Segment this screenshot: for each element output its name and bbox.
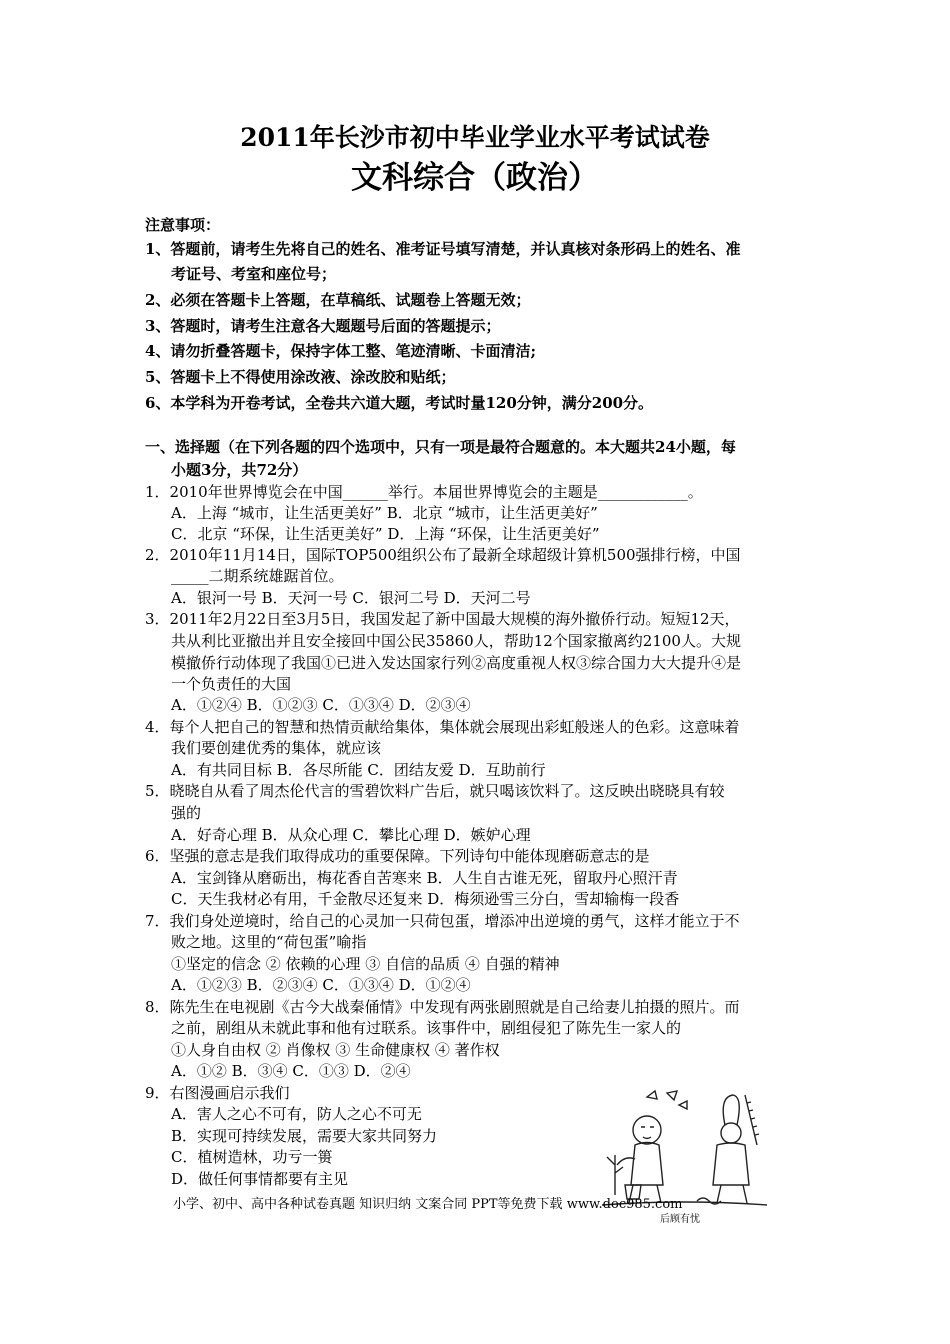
question-7: 7．我们身处逆境时，给自己的心灵加一只荷包蛋，增添冲出逆境的勇气，这样才能立于不 — [145, 912, 740, 930]
question-5: 5．晓晓自从看了周杰伦代言的雪碧饮料广告后，就只喝该饮料了。这反映出晓晓具有较 — [145, 782, 725, 800]
section-heading: 一、选择题（在下列各题的四个选项中，只有一项是最符合题意的。本大题共24小题，每 — [145, 438, 736, 456]
question-6: 6．坚强的意志是我们取得成功的重要保障。下列诗句中能体现磨砺意志的是 — [145, 847, 650, 865]
cartoon-caption: 后顾有忧 — [660, 1214, 700, 1225]
question-2: 2．2010年11月14日，国际TOP500组织公布了最新全球超级计算机500强排行榜，中国 — [145, 546, 741, 564]
notice-item: 4、请勿折叠答题卡，保持字体工整、笔迹清晰、卡面清洁; — [145, 342, 536, 360]
footer-ad: 小学、初中、高中各种试卷真题 知识归纳 文案合同 PPT等免费下载 www.doc985.com — [173, 1197, 683, 1212]
exam-title: 2011年长沙市初中毕业学业水平考试试卷 — [240, 123, 710, 152]
question-line: 一个负责任的大国 — [171, 675, 292, 693]
question-8: 8．陈先生在电视剧《古今大战秦俑情》中发现有两张剧照就是自己给妻儿拍摄的照片。而 — [145, 998, 740, 1016]
question-4: 4．每个人把自己的智慧和热情贡献给集体，集体就会展现出彩虹般迷人的色彩。这意味着 — [145, 718, 740, 736]
option-line: D．做任何事情都要有主见 — [171, 1170, 349, 1188]
option-line: A．银河一号 B．天河一号 C．银河二号 D．天河二号 — [171, 589, 531, 607]
notice-item: 5、答题卡上不得使用涂改液、涂改胶和贴纸； — [145, 368, 456, 386]
statement-line: ①坚定的信念 ② 依赖的心理 ③ 自信的品质 ④ 自强的精神 — [171, 955, 560, 973]
notice-item: 1、答题前，请考生先将自己的姓名、准考证号填写清楚，并认真核对条形码上的姓名、准 — [145, 240, 741, 258]
question-3: 3．2011年2月22日至3月5日，我国发起了新中国最大规模的海外撤侨行动。短短12天， — [145, 610, 740, 628]
option-line: A．害人之心不可有，防人之心不可无 — [171, 1105, 422, 1123]
option-line: C．北京 “环保，让生活更美好” D．上海 “环保，让生活更美好” — [171, 525, 600, 543]
notice-item: 考证号、考室和座位号； — [171, 265, 337, 283]
question-line: 之前，剧组从未就此事和他有过联系。该事件中，剧组侵犯了陈先生一家人的 — [171, 1019, 682, 1037]
notice-item: 6、本学科为开卷考试，全卷共六道大题，考试时量120分钟，满分200分。 — [145, 394, 654, 412]
option-line: C．植树造林，功亏一篑 — [171, 1148, 333, 1166]
option-line: C．天生我材必有用，千金散尽还复来 D．梅须逊雪三分白，雪却输梅一段香 — [171, 890, 680, 908]
question-9: 9．右图漫画启示我们 — [145, 1084, 290, 1102]
option-line: A．宝剑锋从磨砺出，梅花香自苦寒来 B．人生自古谁无死，留取丹心照汗青 — [171, 869, 678, 887]
question-line: 共从利比亚撤出并且安全接回中国公民35860人，帮助12个国家撤离约2100人。大规 — [171, 632, 741, 650]
option-line: A．①② B．③④ C．①③ D．②④ — [171, 1062, 411, 1080]
question-line: 败之地。这里的“荷包蛋”喻指 — [171, 933, 367, 951]
option-line: B．实现可持续发展，需要大家共同努力 — [171, 1127, 438, 1145]
statement-line: ①人身自由权 ② 肖像权 ③ 生命健康权 ④ 著作权 — [171, 1041, 500, 1059]
option-line: A．有共同目标 B．各尽所能 C．团结友爱 D．互助前行 — [171, 761, 546, 779]
exam-subtitle: 文科综合（政治） — [351, 160, 599, 196]
notice-heading: 注意事项： — [145, 216, 221, 234]
option-line: A．①②④ B．①②③ C．①③④ D．②③④ — [171, 696, 471, 714]
question-line: 强的 — [171, 804, 202, 822]
option-line: A．好奇心理 B．从众心理 C．攀比心理 D．嫉妒心理 — [171, 826, 531, 844]
question-line: 模撤侨行动体现了我国①已进入发达国家行列②高度重视人权③综合国力大大提升④是 — [171, 654, 742, 672]
question-1: 1．2010年世界博览会在中国______举行。本届世界博览会的主题是____________。 — [145, 483, 703, 501]
option-line: A．上海 “城市，让生活更美好” B．北京 “城市，让生活更美好” — [171, 504, 598, 522]
notice-item: 3、答题时，请考生注意各大题题号后面的答题提示； — [145, 317, 501, 335]
option-line: A．①②③ B．②③④ C．①③④ D．①②④ — [171, 976, 471, 994]
cartoon-illustration — [597, 1085, 772, 1210]
notice-item: 2、必须在答题卡上答题，在草稿纸、试题卷上答题无效； — [145, 291, 531, 309]
section-heading-cont: 小题3分，共72分） — [171, 461, 308, 479]
question-line: _____二期系统雄踞首位。 — [171, 567, 344, 585]
question-line: 我们要创建优秀的集体，就应该 — [171, 739, 382, 757]
